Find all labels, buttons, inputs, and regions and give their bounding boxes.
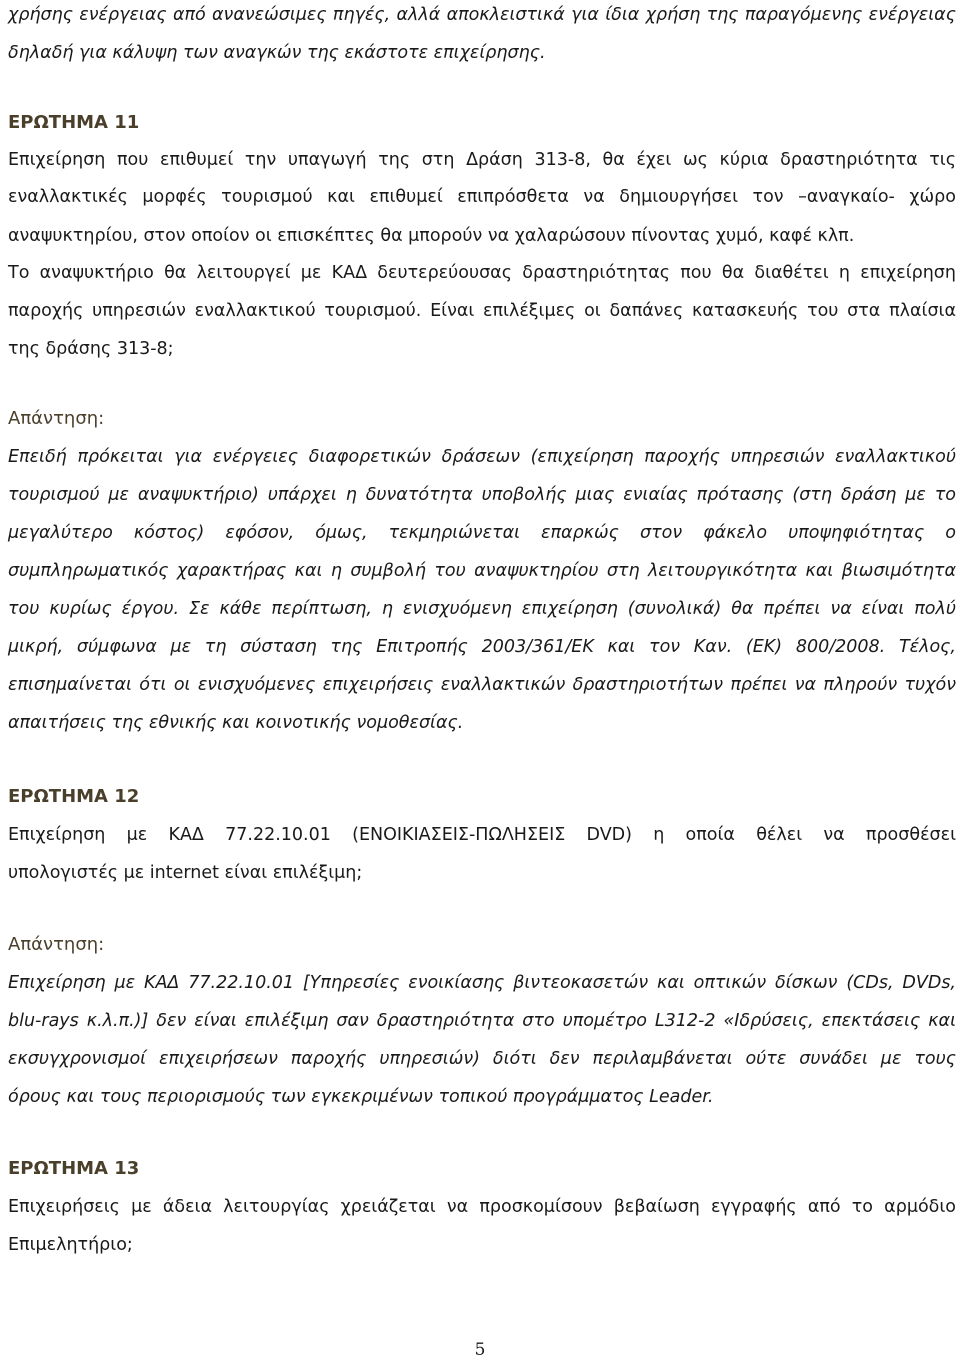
question-13-heading: ΕΡΩΤΗΜΑ 13 — [8, 1158, 140, 1179]
answer-12-text: εκσυγχρονισμοί επιχειρήσεων παροχής υπηρεσιών) διότι δεν περιλαμβάνεται ούτε συνάδει με τους — [8, 1049, 956, 1069]
intro-line: δηλαδή για κάλυψη των αναγκών της εκάστοτε επιχείρησης. — [8, 43, 546, 63]
answer-11-text: μικρή, σύμφωνα με τη σύσταση της Επιτροπής 2003/361/ΕΚ και τον Καν. (ΕΚ) 800/2008. Τέλος, — [8, 637, 956, 657]
question-11-text: Επιχείρηση που επιθυμεί την υπαγωγή της στη Δράση 313-8, θα έχει ως κύρια δραστηριότητα τις — [8, 150, 956, 170]
question-11-text: της δράσης 313-8; — [8, 339, 174, 359]
question-11-heading: ΕΡΩΤΗΜΑ 11 — [8, 112, 140, 133]
answer-11-text: επισημαίνεται ότι οι ενισχυόμενες επιχειρήσεις εναλλακτικών δραστηριοτήτων πρέπει να πληρούν τυχόν — [8, 675, 956, 695]
answer-11-text: απαιτήσεις της εθνικής και κοινοτικής νομοθεσίας. — [8, 713, 464, 733]
question-13-text: Επιμελητήριο; — [8, 1235, 133, 1255]
question-11-text: παροχής υπηρεσιών εναλλακτικού τουρισμού. Είναι επιλέξιμες οι δαπάνες κατασκευής του στα πλαίσια — [8, 301, 956, 321]
question-12-heading: ΕΡΩΤΗΜΑ 12 — [8, 786, 140, 807]
answer-12-label: Απάντηση: — [8, 934, 105, 955]
page-number: 5 — [474, 1340, 486, 1360]
question-11-text: αναψυκτηρίου, στον οποίον οι επισκέπτες θα μπορούν να χαλαρώσουν πίνοντας χυμό, καφέ κλπ. — [8, 226, 855, 246]
question-13-text: Επιχειρήσεις με άδεια λειτουργίας χρειάζεται να προσκομίσουν βεβαίωση εγγραφής από το αρμόδιο — [8, 1197, 956, 1217]
question-11-text: Το αναψυκτήριο θα λειτουργεί με ΚΑΔ δευτερεύουσας δραστηριότητας που θα διαθέτει η επιχείρηση — [8, 263, 956, 283]
answer-11-label: Απάντηση: — [8, 408, 105, 429]
answer-11-text: τουρισμού με αναψυκτήριο) υπάρχει η δυνατότητα υποβολής μιας ενιαίας πρότασης (στη δράση με το — [8, 485, 956, 505]
answer-11-text: του κυρίως έργου. Σε κάθε περίπτωση, η ενισχυόμενη επιχείρηση (συνολικά) θα πρέπει να είναι πολύ — [8, 599, 956, 619]
intro-line: χρήσης ενέργειας από ανανεώσιμες πηγές, αλλά αποκλειστικά για ίδια χρήση της παραγόμενης ενέργειας — [8, 5, 956, 25]
question-12-text: Επιχείρηση με ΚΑΔ 77.22.10.01 (ΕΝΟΙΚΙΑΣΕΙΣ-ΠΩΛΗΣΕΙΣ DVD) η οποία θέλει να προσθέσει — [8, 825, 956, 845]
question-12-text: υπολογιστές με internet είναι επιλέξιμη; — [8, 863, 363, 883]
answer-11-text: συμπληρωματικός χαρακτήρας και η συμβολή του αναψυκτηρίου στη λειτουργικότητα και βιωσιμότητα — [8, 561, 956, 581]
answer-12-text: Επιχείρηση με ΚΑΔ 77.22.10.01 [Υπηρεσίες ενοικίασης βιντεοκασετών και οπτικών δίσκων (CDs, DVDs, — [8, 973, 956, 993]
answer-11-text: μεγαλύτερο κόστος) εφόσον, όμως, τεκμηριώνεται επαρκώς στον φάκελο υποψηφιότητας ο — [8, 523, 956, 543]
answer-12-text: όρους και τους περιορισμούς των εγκεκριμένων τοπικού προγράμματος Leader. — [8, 1087, 714, 1107]
question-11-text: εναλλακτικές μορφές τουρισμού και επιθυμεί επιπρόσθετα να δημιουργήσει τον –αναγκαίο- χώρο — [8, 187, 956, 207]
answer-11-text: Επειδή πρόκειται για ενέργειες διαφορετικών δράσεων (επιχείρηση παροχής υπηρεσιών εναλλακτικού — [8, 447, 956, 467]
answer-12-text: blu-rays κ.λ.π.)] δεν είναι επιλέξιμη σαν δραστηριότητα στο υπομέτρο L312-2 «Ιδρύσεις, επεκτάσεις και — [8, 1011, 956, 1031]
